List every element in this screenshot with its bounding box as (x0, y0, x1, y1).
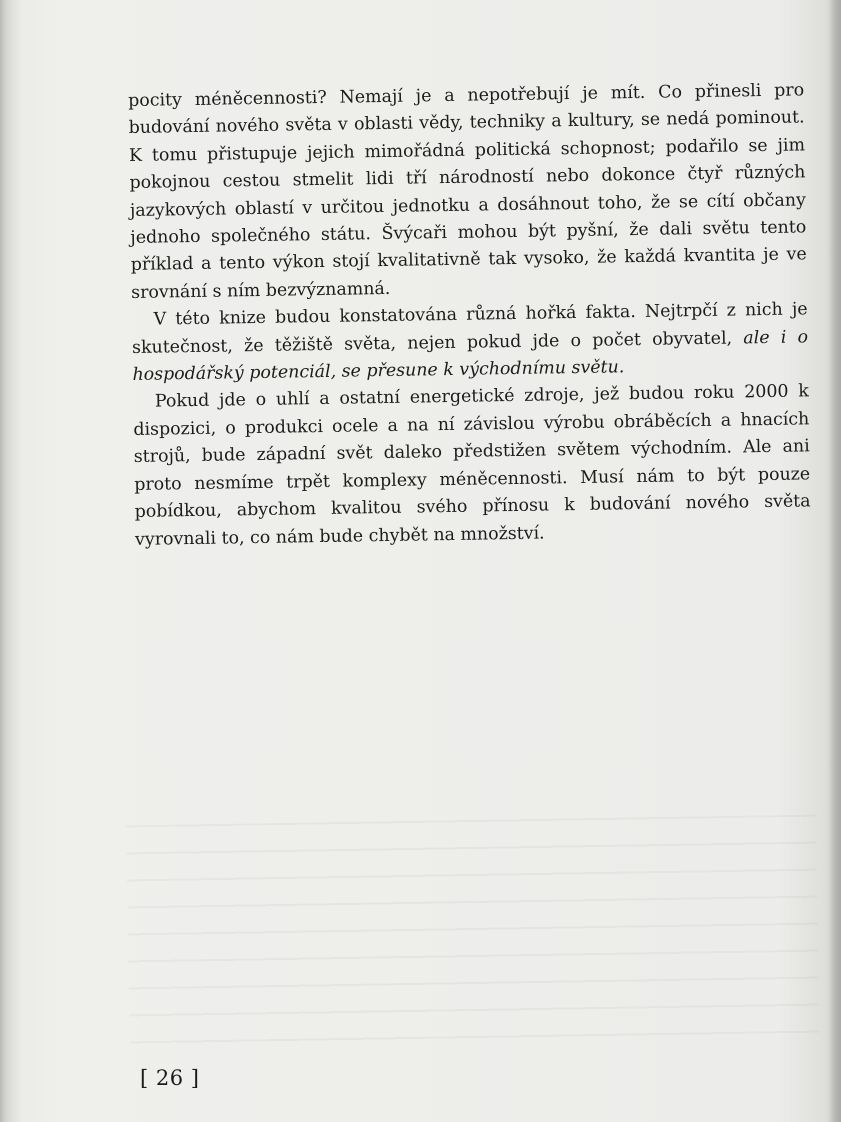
body-text (128, 77, 811, 553)
paragraph-1-text: pocity méněcennosti? Nemají je a nepotřebují je mít. Co přinesli pro budování nového světa v oblasti vědy, techniky a kultury, se nedá pominout. K tomu přistupuje jejich mimořádná politická schopnost; podařilo se jim pokojnou cestou stmelit lidi tří národností nebo dokonce čtyř různých jazykových oblastí v určitou jednotku a dosáhnout toho, že se cítí občany jednoho společného státu. Švýcaři mohou být pyšní, že dali světu tento příklad a tento výkon stojí kvalitativně tak vysoko, že každá kvantita je ve srovnání s ním bezvýznamná. (128, 80, 807, 303)
paragraph-1 (128, 77, 807, 307)
paragraph-3 (133, 379, 811, 554)
paragraph-2 (131, 297, 808, 390)
page-number: [ 26 ] (140, 1066, 200, 1090)
paragraph-2-italic-text: ale i o hospodářský potenciál, se přesune k východnímu světu. (132, 327, 809, 386)
paragraph-2-text: V této knize budou konstatována různá hořká fakta. Nejtrpčí z nich je skutečnost, že těžiště světa, nejen pokud jde o počet obyvatel, (131, 299, 808, 358)
paragraph-3-text: Pokud jde o uhlí a ostatní energetické zdroje, jež budou roku 2000 k dispozici, o produkci ocele a na ní závislou výrobu obráběcích a hnacích strojů, bude západní svět daleko předstižen světem východním. Ale ani proto nesmíme trpět komplexy méněcennosti. Musí nám to být pouze pobídkou, abychom kvalitou svého přínosu k budování nového světa vyrovnali to, co nám bude chybět na množství. (133, 381, 811, 550)
show-through-shadow (126, 815, 819, 1046)
